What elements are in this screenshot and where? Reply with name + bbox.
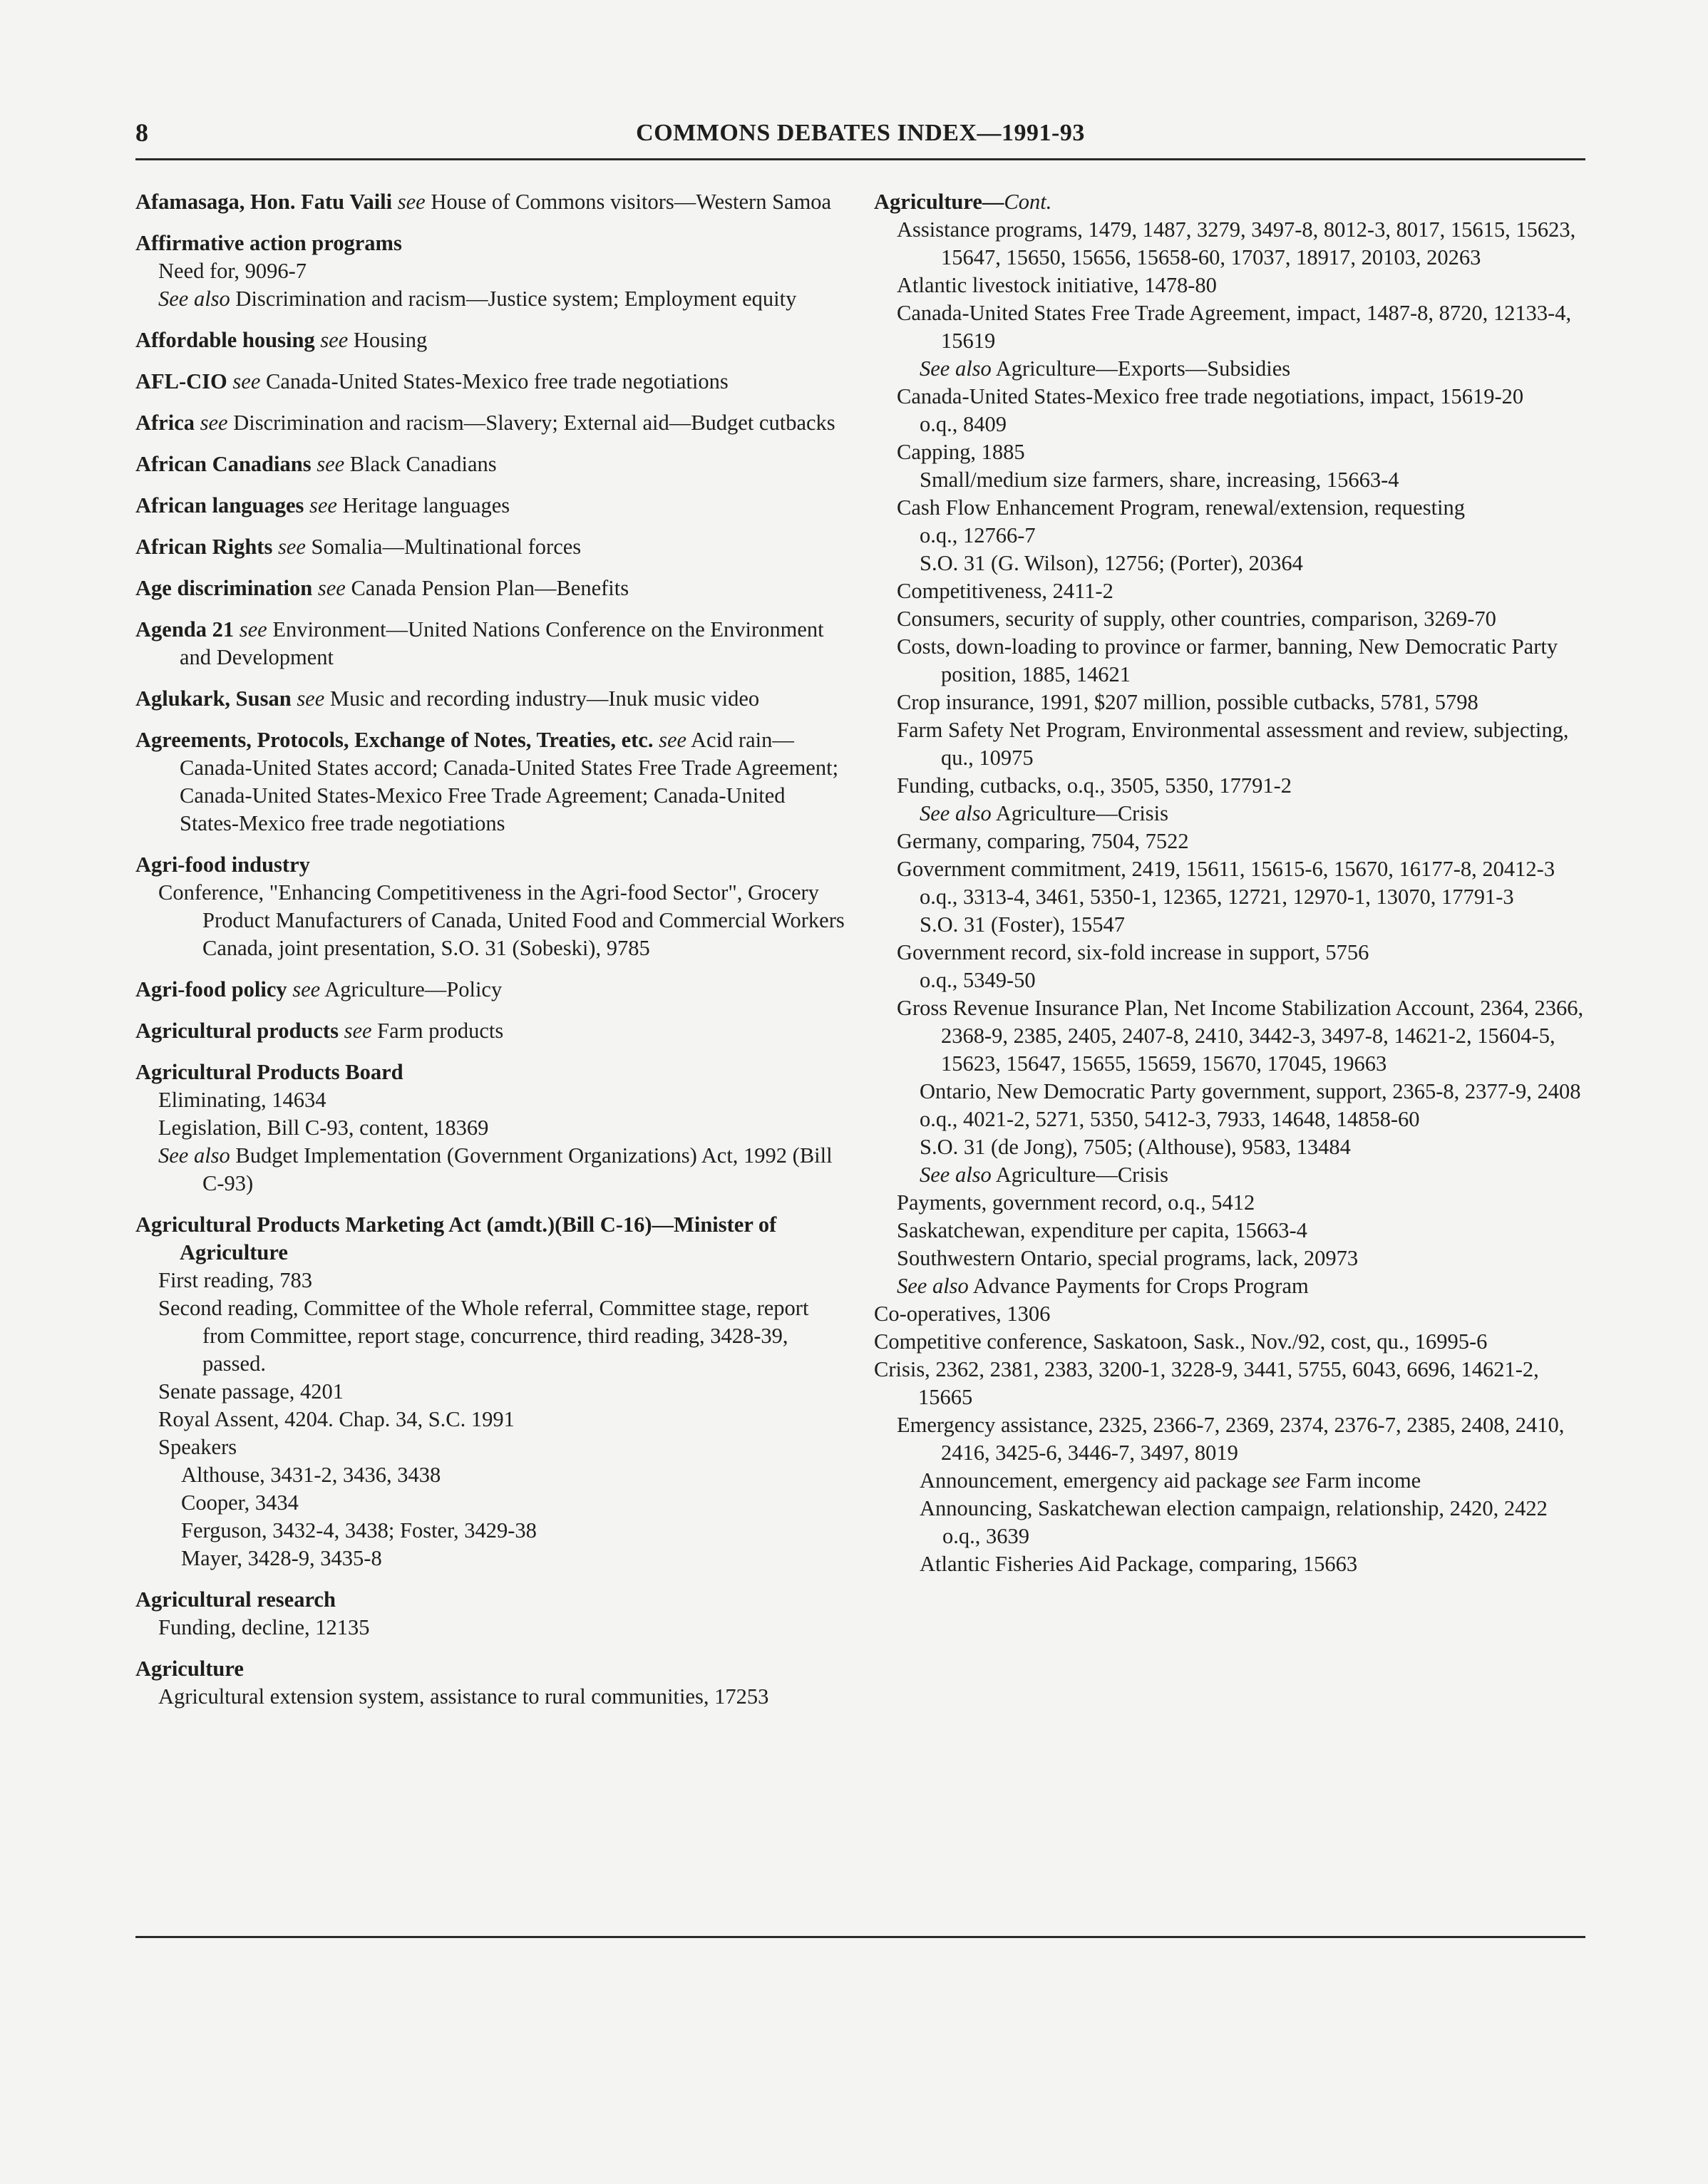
footer-rule — [135, 1936, 1585, 1938]
index-entry — [135, 409, 848, 437]
entry-heading: Agricultural Products Marketing Act (amdt.)(Bill C-16)—Minister of Agriculture — [135, 1212, 777, 1264]
entry-heading: African Rights — [135, 535, 273, 559]
subentry: Germany, comparing, 7504, 7522 — [897, 829, 1189, 853]
index-entry — [135, 685, 848, 713]
sub-subentry: Atlantic Fisheries Aid Package, comparing, 15663 — [920, 1552, 1358, 1576]
entry-heading: Affirmative action programs — [135, 231, 402, 255]
index-entry — [135, 851, 848, 962]
sub-subentry: o.q., 4021-2, 5271, 5350, 5412-3, 7933, 14648, 14858-60 — [920, 1107, 1420, 1131]
subentry: Competitive conference, Saskatoon, Sask., Nov./92, cost, qu., 16995-6 — [874, 1329, 1488, 1354]
subentry: Payments, government record, o.q., 5412 — [897, 1190, 1255, 1215]
sub-subentry: Mayer, 3428-9, 3435-8 — [181, 1546, 382, 1570]
subentry: Competitiveness, 2411-2 — [897, 579, 1113, 603]
sub-subentry: o.q., 3313-4, 3461, 5350-1, 12365, 12721, 12970-1, 13070, 17791-3 — [920, 885, 1514, 909]
sub-subentry: o.q., 8409 — [920, 412, 1007, 436]
page-header — [135, 118, 1585, 162]
subentry: Atlantic livestock initiative, 1478-80 — [897, 273, 1217, 297]
entry-heading: Agri-food industry — [135, 853, 310, 877]
entry-heading: Agriculture — [874, 190, 982, 214]
cross-reference: Acid rain—Canada-United States accord; Canada-United States Free Trade Agreement; Canada-United States-Mexico Free Trade Agreement; Canada-United States-Mexico free trade negotiations — [180, 728, 839, 835]
cross-reference: Agriculture—Policy — [324, 977, 503, 1001]
index-entry — [135, 492, 848, 520]
see-label: see — [309, 493, 337, 517]
subentry: Conference, "Enhancing Competitiveness in the Agri-food Sector", Grocery Product Manufacturers of Canada, United Food and Commercial Workers Canada, joint presentation, S.O. 31 (Sobeski), 9785 — [158, 880, 845, 960]
cross-reference: Agriculture—Exports—Subsidies — [995, 356, 1291, 381]
cross-reference: Environment—United Nations Conference on the Environment and Development — [180, 617, 824, 669]
entry-heading: Agriculture — [135, 1657, 244, 1681]
see-label: see — [1272, 1468, 1300, 1493]
subentry: Canada-United States-Mexico free trade negotiations, impact, 15619-20 — [897, 384, 1524, 408]
entry-heading: Agricultural products — [135, 1019, 339, 1043]
running-title: COMMONS DEBATES INDEX—1991-93 — [636, 120, 1085, 146]
cross-reference: Housing — [353, 328, 428, 352]
entry-heading: Agricultural Products Board — [135, 1060, 403, 1084]
index-entry — [135, 1655, 848, 1711]
subentry: Consumers, security of supply, other countries, comparison, 3269-70 — [897, 607, 1496, 631]
see-label: see — [317, 452, 345, 476]
see-label: see — [659, 728, 687, 752]
subentry: Saskatchewan, expenditure per capita, 15663-4 — [897, 1218, 1307, 1242]
cross-reference: Discrimination and racism—Justice system; Employment equity — [235, 287, 797, 311]
subentry: Assistance programs, 1479, 1487, 3279, 3497-8, 8012-3, 8017, 15615, 15623, 15647, 15650, 15656, 15658-60, 17037, 18917, 20103, 20263 — [897, 217, 1576, 269]
see-also-label: See also — [920, 1163, 992, 1187]
sub-subentry: Ontario, New Democratic Party government, support, 2365-8, 2377-9, 2408 — [920, 1079, 1581, 1103]
index-entry — [135, 230, 848, 313]
subentry: Crisis, 2362, 2381, 2383, 3200-1, 3228-9, 3441, 5755, 6043, 6696, 14621-2, 15665 — [874, 1357, 1539, 1409]
index-entry — [135, 450, 848, 478]
entry-heading: Africa — [135, 411, 195, 435]
entry-heading: Agenda 21 — [135, 617, 235, 642]
sub-subentry: Announcement, emergency aid package — [920, 1468, 1267, 1493]
cross-reference: Music and recording industry—Inuk music video — [329, 686, 760, 711]
cross-reference: Canada Pension Plan—Benefits — [351, 576, 629, 600]
index-entry — [135, 726, 848, 838]
index-entry — [135, 1586, 848, 1642]
cross-reference: Canada-United States-Mexico free trade negotiations — [265, 369, 729, 393]
entry-heading: Agri-food policy — [135, 977, 287, 1001]
see-label: see — [297, 686, 325, 711]
index-entry — [135, 1211, 848, 1572]
entry-heading: Age discrimination — [135, 576, 313, 600]
index-entry — [135, 368, 848, 396]
entry-heading: African Canadians — [135, 452, 312, 476]
cross-reference: Black Canadians — [349, 452, 497, 476]
subentry: Funding, decline, 12135 — [158, 1615, 370, 1639]
subentry: Royal Assent, 4204. Chap. 34, S.C. 1991 — [158, 1407, 515, 1431]
index-column-right: Agriculture—Cont. Assistance programs, 1479, 1487, 3279, 3497-8, 8012-3, 8017, 15615, 15623, 15647, 15650, 15656, 15658-60, 17037, 18917, 20103, 20263 Atlantic livestock initiative, 1478-80 Canada-United States Free Trade Agreement, impact, 1487-8, 8720, 12133-4, 15619 See also Agriculture—Exports—Subsidies Canada-United States-Mexico free trade negotiations, impact, 15619-20 o.q., 8409 Capping, 1885 Small/medium size farmers, share, increasing, 15663-4 Cash Flow Enhancement Program, renewal/extension, requesting o.q., 12766-7 S.O. 31 (G. Wilson), 12756; (Porter), 20364 Competitiveness, 2411-2 Consumers, security of supply, other countries, comparison, 3269-70 Costs, down-loading to province or farmer, banning, New Democratic Party position, 1885, 14621 Crop insurance, 1991, $207 million, possible cutbacks, 5781, 5798 Farm Safety Net Program, Environmental assessment and review, subjecting, qu., 10975 Funding, cutbacks, o.q., 3505, 5350, 17791-2 See also Agriculture—Crisis Germany, comparing, 7504, 7522 Government commitment, 2419, 15611, 15615-6, 15670, 16177-8, 20412-3 o.q., 3313-4, 3461, 5350-1, 12365, 12721, 12970-1, 13070, 17791-3 S.O. 31 (Foster), 15547 Government record, six-fold increase in support, 5756 o.q., 5349-50 Gross Revenue Insurance Plan, Net Income Stabilization Account, 2364, 2366, 2368-9, 2385, 2405, 2407-8, 2410, 3442-3, 3497-8, 14621-2, 15604-5, 15623, 15647, 15655, 15659, 15670, 17045, 19663 Ontario, New Democratic Party government, support, 2365-8, 2377-9, 2408 o.q., 4021-2, 5271, 5350, 5412-3, 7933, 14648, 14858-60 S.O. 31 (de Jong), 7505; (Althouse), 9583, 13484 See also Agriculture—Crisis Payments, government record, o.q., 5412 Saskatchewan, expenditure per capita, 15663-4 Southwestern Ontario, special programs, lack, 20973 See also Advance Payments for Crops Program Co-operatives, 1306 Competitive conference, Saskatoon, Sask., Nov./92, cost, qu., 16995-6 Crisis, 2362, 2381, 2383, 3200-1, 3228-9, 3441, 5755, 6043, 6696, 14621-2, 15665 Emergency assistance, 2325, 2366-7, 2369, 2374, 2376-7, 2385, 2408, 2410, 2416, 3425-6, 3446-7, 3497, 8019 Announcement, emergency aid package see Farm income Announcing, Saskatchewan election campaign, relationship, 2420, 2422 o.q., 3639 Atlantic Fisheries Aid Package, comparing, 15663 — [874, 188, 1587, 1578]
subentry: Southwestern Ontario, special programs, lack, 20973 — [897, 1246, 1359, 1270]
see-label: see — [317, 576, 346, 600]
subentry: Farm Safety Net Program, Environmental assessment and review, subjecting, qu., 10975 — [897, 718, 1569, 770]
subentry: Co-operatives, 1306 — [874, 1302, 1051, 1326]
subentry: Costs, down-loading to province or farmer, banning, New Democratic Party position, 1885, 14621 — [897, 634, 1558, 686]
subentry: Speakers — [158, 1435, 237, 1459]
sub-subentry: Emergency assistance, 2325, 2366-7, 2369, 2374, 2376-7, 2385, 2408, 2410, 2416, 3425-6, 3446-7, 3497, 8019 — [897, 1413, 1565, 1465]
index-column-left — [135, 188, 848, 1711]
see-also-label: See also — [158, 287, 230, 311]
continued-label: Cont. — [1004, 190, 1052, 214]
see-also-label: See also — [920, 356, 992, 381]
entry-heading: Affordable housing — [135, 328, 315, 352]
cross-reference: Agriculture—Crisis — [995, 801, 1169, 825]
see-also-label: See also — [920, 801, 992, 825]
entry-heading: Aglukark, Susan — [135, 686, 292, 711]
cross-reference: Farm products — [377, 1019, 504, 1043]
sub-subentry: S.O. 31 (G. Wilson), 12756; (Porter), 20364 — [920, 551, 1303, 575]
subentry: Government commitment, 2419, 15611, 15615-6, 15670, 16177-8, 20412-3 — [897, 857, 1555, 881]
index-entry — [135, 976, 848, 1004]
subentry: Capping, 1885 — [897, 440, 1025, 464]
index-entry — [135, 616, 848, 671]
page-number: 8 — [135, 118, 148, 147]
subentry: Legislation, Bill C-93, content, 18369 — [158, 1116, 489, 1140]
see-label: see — [239, 617, 267, 642]
sub-subentry: Announcing, Saskatchewan election campaign, relationship, 2420, 2422 — [920, 1496, 1548, 1520]
cross-reference: Advance Payments for Crops Program — [972, 1274, 1309, 1298]
subentry: Agricultural extension system, assistance to rural communities, 17253 — [158, 1684, 769, 1709]
entry-heading: Agreements, Protocols, Exchange of Notes, Treaties, etc. — [135, 728, 654, 752]
subentry: Need for, 9096-7 — [158, 259, 307, 283]
index-entry — [135, 533, 848, 561]
cross-reference: House of Commons visitors—Western Samoa — [431, 190, 832, 214]
subentry: First reading, 783 — [158, 1268, 313, 1292]
cross-reference: Farm income — [1305, 1468, 1421, 1493]
entry-heading: Agricultural research — [135, 1587, 336, 1612]
sub-subentry: Ferguson, 3432-4, 3438; Foster, 3429-38 — [181, 1518, 537, 1542]
see-label: see — [292, 977, 321, 1001]
see-label: see — [344, 1019, 372, 1043]
subentry: Funding, cutbacks, o.q., 3505, 5350, 17791-2 — [897, 773, 1292, 798]
see-label: see — [232, 369, 261, 393]
index-entry — [135, 575, 848, 602]
sub-subentry: S.O. 31 (de Jong), 7505; (Althouse), 9583, 13484 — [920, 1135, 1351, 1159]
see-also-label: See also — [897, 1274, 969, 1298]
cross-reference: Budget Implementation (Government Organizations) Act, 1992 (Bill C-93) — [202, 1143, 833, 1195]
subentry: Gross Revenue Insurance Plan, Net Income Stabilization Account, 2364, 2366, 2368-9, 2385, 2405, 2407-8, 2410, 3442-3, 3497-8, 14621-2, 15604-5, 15623, 15647, 15655, 15659, 15670, 17045, 19663 — [897, 996, 1584, 1076]
subentry: Cash Flow Enhancement Program, renewal/extension, requesting — [897, 495, 1466, 520]
entry-heading: Afamasaga, Hon. Fatu Vaili — [135, 190, 393, 214]
entry-heading: African languages — [135, 493, 304, 517]
entry-heading: AFL-CIO — [135, 369, 227, 393]
cross-reference: Discrimination and racism—Slavery; External aid—Budget cutbacks — [233, 411, 835, 435]
index-entry — [135, 1058, 848, 1197]
sub-subentry: Small/medium size farmers, share, increasing, 15663-4 — [920, 468, 1399, 492]
subentry: Crop insurance, 1991, $207 million, possible cutbacks, 5781, 5798 — [897, 690, 1478, 714]
see-label: see — [200, 411, 228, 435]
cross-reference: Somalia—Multinational forces — [311, 535, 582, 559]
sub-subentry: o.q., 5349-50 — [920, 968, 1036, 992]
cross-reference: Agriculture—Crisis — [995, 1163, 1169, 1187]
subentry: Government record, six-fold increase in support, 5756 — [897, 940, 1369, 964]
index-entry — [135, 1017, 848, 1045]
sub-subentry: o.q., 3639 — [942, 1524, 1029, 1548]
sub-subentry: S.O. 31 (Foster), 15547 — [920, 912, 1126, 937]
see-label: see — [320, 328, 349, 352]
subentry: Second reading, Committee of the Whole referral, Committee stage, report from Committee, report stage, concurrence, third reading, 3428-39, passed. — [158, 1296, 809, 1376]
sub-subentry: o.q., 12766-7 — [920, 523, 1036, 547]
subentry: Senate passage, 4201 — [158, 1379, 344, 1403]
see-label: see — [397, 190, 426, 214]
see-also-label: See also — [158, 1143, 230, 1168]
see-label: see — [277, 535, 306, 559]
subentry: Eliminating, 14634 — [158, 1088, 326, 1112]
subentry: Canada-United States Free Trade Agreement, impact, 1487-8, 8720, 12133-4, 15619 — [897, 301, 1572, 353]
cross-reference: Heritage languages — [342, 493, 510, 517]
index-entry — [135, 188, 848, 216]
sub-subentry: Althouse, 3431-2, 3436, 3438 — [181, 1463, 441, 1487]
sub-subentry: Cooper, 3434 — [181, 1490, 299, 1515]
header-rule — [135, 158, 1585, 160]
index-entry — [135, 326, 848, 354]
